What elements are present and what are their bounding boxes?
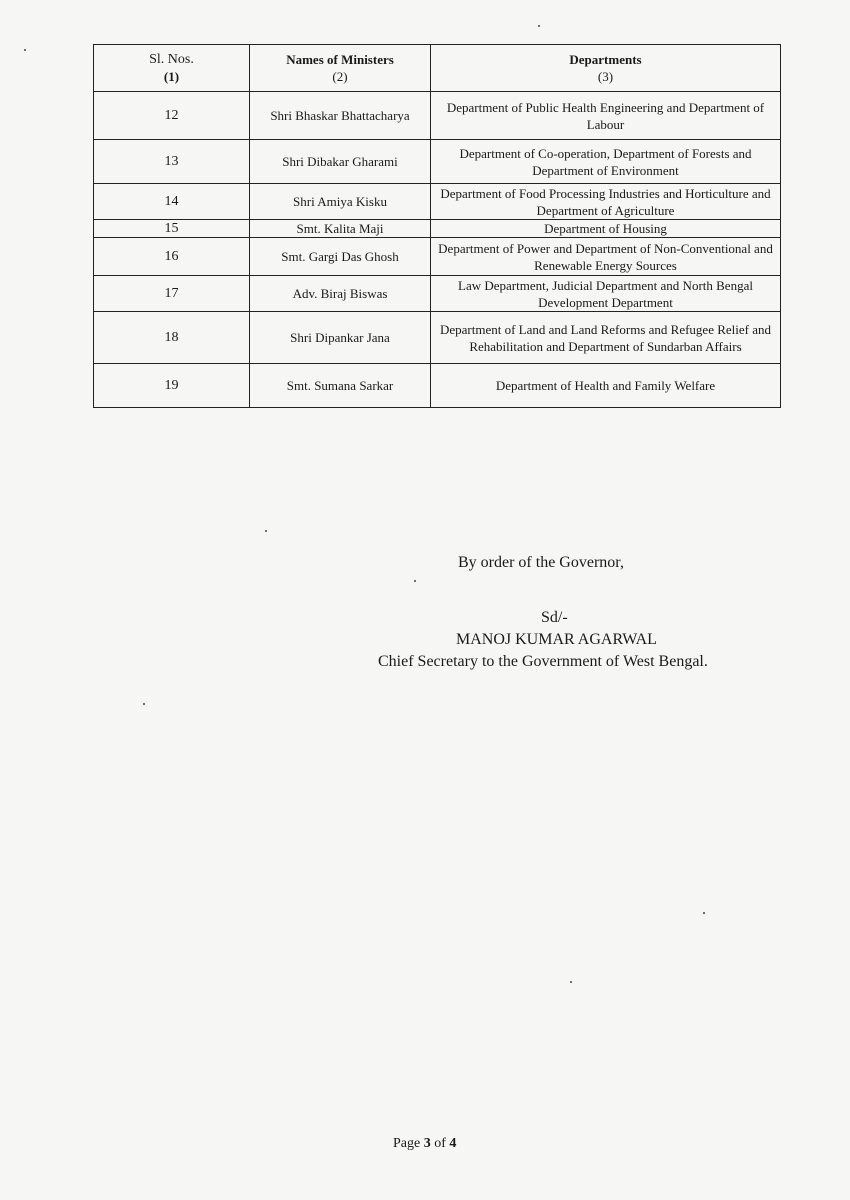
signatory-designation: Chief Secretary to the Government of West Bengal. — [378, 653, 708, 670]
header-label: Names of Ministers — [286, 52, 394, 67]
page-number — [393, 1136, 456, 1152]
scan-speck — [265, 530, 267, 532]
scan-speck — [24, 49, 26, 51]
table-row — [94, 276, 781, 312]
header-label: Departments — [569, 52, 642, 67]
header-label: Sl. Nos. — [149, 52, 194, 67]
minister-name: Smt. Gargi Das Ghosh — [250, 238, 431, 276]
page-total: 4 — [449, 1136, 457, 1151]
serial-number: 14 — [94, 184, 250, 220]
minister-name: Smt. Kalita Maji — [250, 220, 431, 238]
header-number: (1) — [163, 69, 180, 84]
table-row — [94, 312, 781, 364]
ministers-table — [93, 44, 781, 408]
header-departments — [431, 45, 781, 92]
header-names-of-ministers — [250, 45, 431, 92]
table-row — [94, 92, 781, 140]
scan-speck — [143, 703, 145, 705]
table-row — [94, 364, 781, 408]
department: Department of Housing — [431, 220, 781, 238]
department: Department of Food Processing Industries and Horticulture and Department of Agriculture — [431, 184, 781, 220]
minister-name: Smt. Sumana Sarkar — [250, 364, 431, 408]
scan-speck — [414, 580, 416, 582]
page-separator: of — [430, 1136, 450, 1151]
serial-number: 16 — [94, 238, 250, 276]
department: Department of Land and Land Reforms and Refugee Relief and Rehabilitation and Department of Sundarban Affairs — [431, 312, 781, 364]
page-current: 3 — [423, 1136, 431, 1151]
header-number: (2) — [332, 69, 348, 84]
scan-speck — [538, 25, 540, 27]
minister-name: Shri Bhaskar Bhattacharya — [250, 92, 431, 140]
department: Law Department, Judicial Department and North Bengal Development Department — [431, 276, 781, 312]
serial-number: 19 — [94, 364, 250, 408]
signatory-name: MANOJ KUMAR AGARWAL — [456, 631, 657, 648]
department: Department of Health and Family Welfare — [431, 364, 781, 408]
serial-number: 13 — [94, 140, 250, 184]
minister-name: Shri Dibakar Gharami — [250, 140, 431, 184]
scan-speck — [570, 981, 572, 983]
page-prefix: Page — [393, 1136, 424, 1151]
serial-number: 17 — [94, 276, 250, 312]
department: Department of Public Health Engineering and Department of Labour — [431, 92, 781, 140]
scan-speck — [703, 912, 705, 914]
header-sl-nos — [94, 45, 250, 92]
minister-name: Shri Amiya Kisku — [250, 184, 431, 220]
order-line: By order of the Governor, — [458, 554, 624, 571]
serial-number: 18 — [94, 312, 250, 364]
table-header-row — [94, 45, 781, 92]
department: Department of Co-operation, Department of Forests and Department of Environment — [431, 140, 781, 184]
table-row — [94, 238, 781, 276]
table-row — [94, 140, 781, 184]
minister-name: Shri Dipankar Jana — [250, 312, 431, 364]
header-number: (3) — [597, 69, 614, 84]
minister-name: Adv. Biraj Biswas — [250, 276, 431, 312]
department: Department of Power and Department of Non-Conventional and Renewable Energy Sources — [431, 238, 781, 276]
serial-number: 15 — [94, 220, 250, 238]
table-row — [94, 220, 781, 238]
sd-mark: Sd/- — [541, 609, 568, 626]
table-row — [94, 184, 781, 220]
serial-number: 12 — [94, 92, 250, 140]
